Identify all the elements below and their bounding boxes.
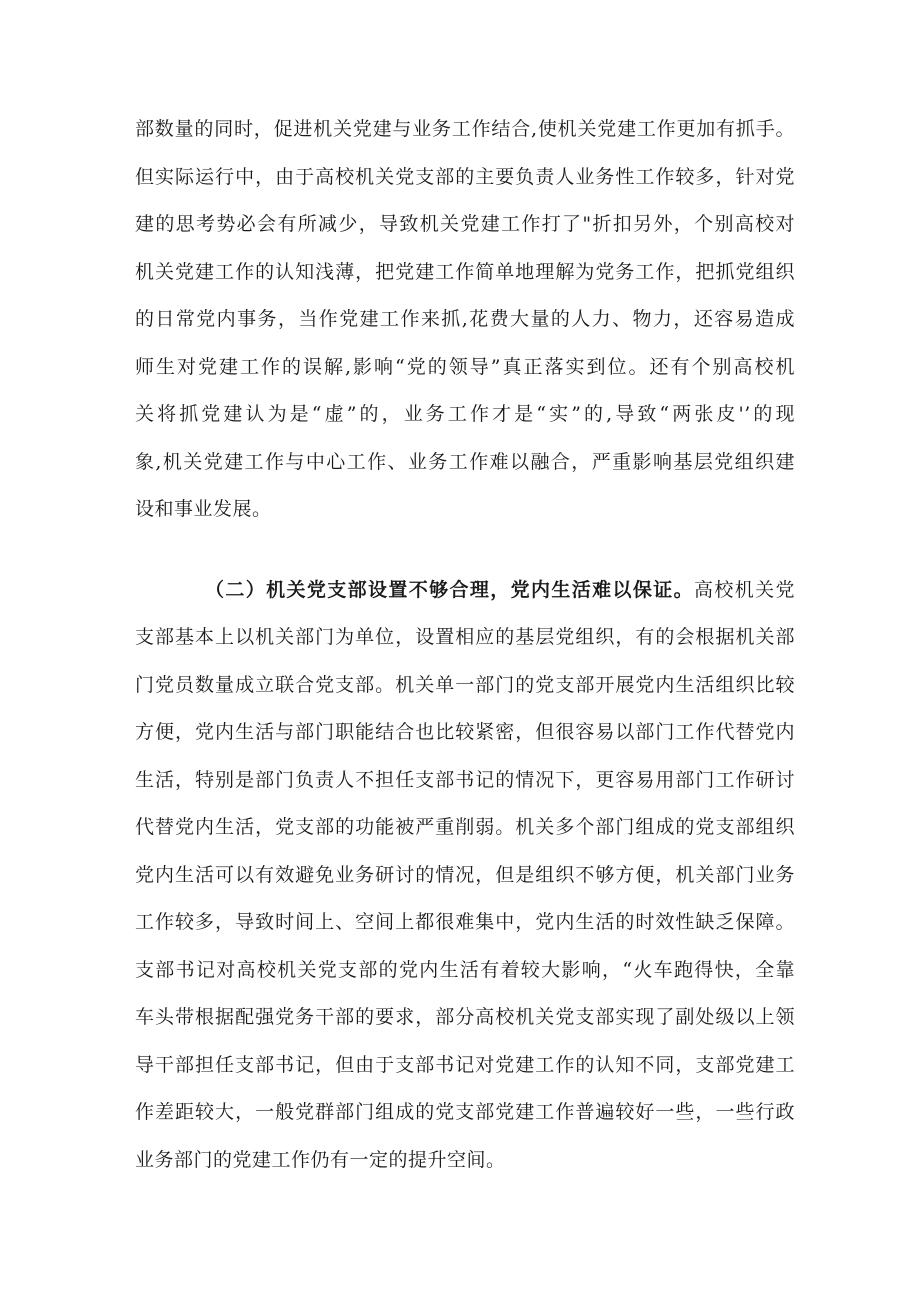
paragraph-heading-line [205, 573, 795, 607]
text-line: 方便，党内生活与部门职能结合也比较紧密，但很容易以部门工作代替党内 [135, 721, 795, 743]
text-line: 支部基本上以机关部门为单位，设置相应的基层党组织，有的会根据机关部 [135, 626, 795, 648]
text-line: 导干部担任支部书记，但由于支部书记对党建工作的认知不同，支部党建工 [135, 1054, 795, 1076]
text-line: 车头带根据配强党务干部的要求，部分高校机关党支部实现了副处级以上领 [135, 1006, 795, 1028]
text-line: 业务部门的党建工作仍有一定的提升空间。 [135, 1149, 506, 1171]
text-line: 代替党内生活，党支部的功能被严重削弱。机关多个部门组成的党支部组织 [135, 816, 795, 838]
text-line: 的日常党内事务，当作党建工作来抓,花费大量的人力、物力，还容易造成 [135, 308, 795, 330]
text-line: 但实际运行中，由于高校机关党支部的主要负责人业务性工作较多，针对党 [135, 166, 795, 188]
text-line: 党内生活可以有效避免业务研讨的情况，但是组织不够方便，机关部门业务 [135, 864, 795, 886]
text-line: 门党员数量成立联合党支部。机关单一部门的党支部开展党内生活组织比较 [135, 674, 795, 696]
text-line: 支部书记对高校机关党支部的党内生活有着较大影响，“火车跑得快，全靠 [135, 959, 795, 981]
text-line: 部数量的同时，促进机关党建与业务工作结合,使机关党建工作更加有抓手。 [135, 118, 795, 140]
text-line: 设和事业发展。 [135, 498, 272, 520]
text-line: 作差距较大，一般党群部门组成的党支部党建工作普遍较好一些，一些行政 [135, 1101, 795, 1123]
text-line: 师生对党建工作的误解,影响“党的领导”真正落实到位。还有个别高校机 [135, 356, 795, 378]
text-line: 工作较多，导致时间上、空间上都很难集中，党内生活的时效性缺乏保障。 [135, 911, 795, 933]
heading-line-rest: 高校机关党 [693, 579, 795, 601]
text-line: 建的思考势必会有所减少，导致机关党建工作打了"折扣另外，个别高校对 [135, 213, 795, 235]
section-heading: （二）机关党支部设置不够合理，党内生活难以保证。 [205, 579, 694, 601]
text-line: 机关党建工作的认知浅薄，把党建工作简单地理解为党务工作，把抓党组织 [135, 261, 795, 283]
text-line: 象,机关党建工作与中心工作、业务工作难以融合，严重影响基层党组织建 [135, 451, 795, 473]
text-line: 生活，特别是部门负责人不担任支部书记的情况下，更容易用部门工作研讨 [135, 769, 795, 791]
text-line: 关将抓党建认为是“虚”的，业务工作才是“实”的,导致“两张皮'’的现 [135, 403, 795, 425]
